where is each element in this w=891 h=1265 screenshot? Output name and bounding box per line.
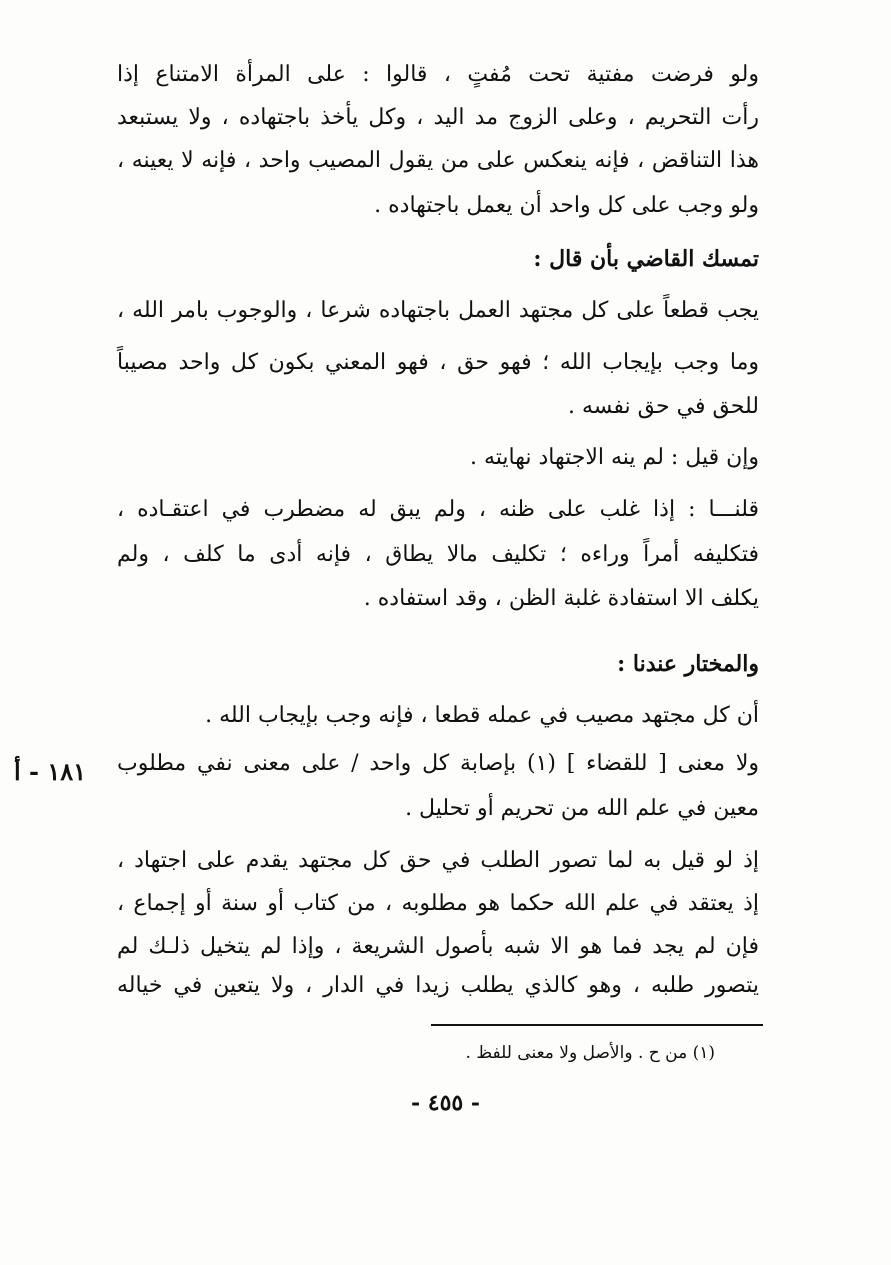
text-line-16: معين في علم الله من تحريم أو تحليل . <box>405 796 759 821</box>
text-line-7: وما وجب بإيجاب الله ؛ فهو حق ، فهو المعني بكون كل واحد مصيباً <box>117 350 759 375</box>
text-line-2: رأت التحريم ، وعلى الزوج مد اليد ، وكل يأخذ باجتهاده ، ولا يستبعد <box>117 105 759 130</box>
text-line-15: ولا معنى [ للقضاء ] (١) بإصابة كل واحد / على معنى نفي مطلوب <box>117 751 759 776</box>
text-line-3: هذا التناقض ، فإنه ينعكس على من يقول المصيب واحد ، فإنه لا يعينه ، <box>117 148 759 173</box>
text-line-20: يتصور طلبه ، وهو كالذي يطلب زيدا في الدار ، ولا يتعين في خياله <box>117 973 760 998</box>
section-heading-qadi: تمسك القاضي بأن قال : <box>533 246 759 272</box>
text-line-9: وإن قيل : لم ينه الاجتهاد نهايته . <box>469 445 759 470</box>
text-line-11: فتكليفه أمراً وراءه ؛ تكليف مالا يطاق ، فإنه أدى ما كلف ، ولم <box>117 542 759 567</box>
text-line-19: فإن لم يجد فما هو الا شبه بأصول الشريعة ، وإذا لم يتخيل ذلـك لم <box>117 934 759 959</box>
text-line-12: يكلف الا استفادة غلبة الظن ، وقد استفاده . <box>363 586 759 611</box>
text-line-10: قلنـــا : إذا غلب على ظنه ، ولم يبق له مضطرب في اعتقـاده ، <box>117 497 759 522</box>
text-line-18: إذ يعتقد في علم الله حكما هو مطلوبه ، من كتاب أو سنة أو إجماع ، <box>117 891 759 916</box>
footnote-separator <box>431 1024 763 1026</box>
text-line-8: للحق في حق نفسه . <box>568 394 759 419</box>
footnote-1: (١) من ح . والأصل ولا معنى للفظ . <box>465 1043 715 1063</box>
text-line-4: ولو وجب على كل واحد أن يعمل باجتهاده . <box>374 193 759 218</box>
text-line-17: إذ لو قيل به لما تصور الطلب في حق كل مجتهد يقدم على اجتهاد ، <box>117 848 759 873</box>
section-heading-mukhtar: والمختار عندنا : <box>617 651 759 677</box>
text-line-6: يجب قطعاً على كل مجتهد العمل باجتهاده شرعا ، والوجوب بامر الله ، <box>117 298 759 323</box>
text-line-1: ولو فرضت مفتية تحت مُفتٍ ، قالوا : على المرأة الامتناع إذا <box>117 62 759 87</box>
page-number: - ٤٥٥ - <box>410 1090 481 1116</box>
text-line-14: أن كل مجتهد مصيب في عمله قطعا ، فإنه وجب بإيجاب الله . <box>205 703 759 728</box>
margin-folio-note: ١٨١ - أ <box>14 757 87 786</box>
